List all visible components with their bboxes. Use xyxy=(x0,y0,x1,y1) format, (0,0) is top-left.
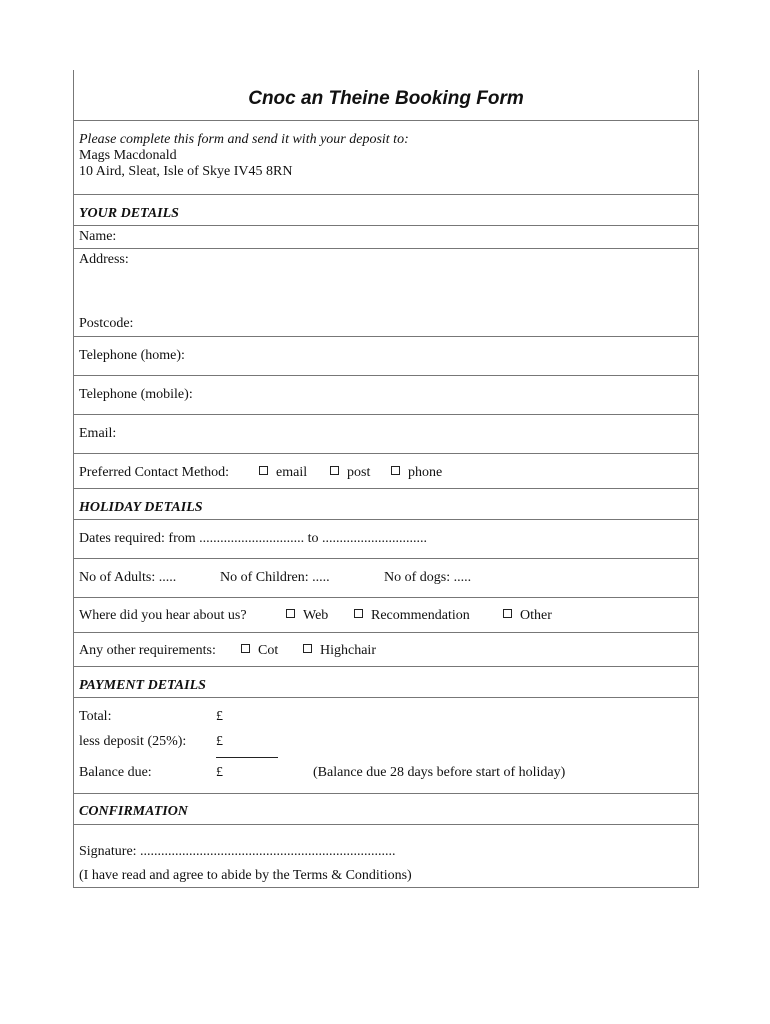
divider xyxy=(74,558,698,559)
intro-instruction: Please complete this form and send it with your deposit to: xyxy=(79,132,409,147)
adults-field[interactable]: No of Adults: ..... xyxy=(79,570,177,585)
name-field[interactable]: Name: xyxy=(79,229,117,244)
contact-option-post[interactable]: post xyxy=(330,465,370,481)
section-heading-holiday-details: HOLIDAY DETAILS xyxy=(79,500,203,515)
checkbox-icon[interactable] xyxy=(354,609,363,618)
hear-about-label: Where did you hear about us? xyxy=(79,608,247,623)
requirement-option-highchair[interactable]: Highchair xyxy=(303,643,376,659)
requirement-option-cot[interactable]: Cot xyxy=(241,643,278,659)
divider xyxy=(74,519,698,520)
total-currency[interactable]: £ xyxy=(216,709,223,724)
deposit-currency[interactable]: £ xyxy=(216,734,223,749)
deposit-label: less deposit (25%): xyxy=(79,734,187,749)
section-heading-confirmation: CONFIRMATION xyxy=(79,804,188,819)
divider xyxy=(74,453,698,454)
checkbox-icon[interactable] xyxy=(330,466,339,475)
preferred-contact-label: Preferred Contact Method: xyxy=(79,465,230,480)
divider xyxy=(74,666,698,667)
telephone-home-field[interactable]: Telephone (home): xyxy=(79,348,185,363)
checkbox-icon[interactable] xyxy=(391,466,400,475)
checkbox-icon[interactable] xyxy=(241,644,250,653)
divider xyxy=(74,632,698,633)
checkbox-icon[interactable] xyxy=(286,609,295,618)
divider xyxy=(74,488,698,489)
dates-required-field[interactable]: Dates required: from .............................. to .............................. xyxy=(79,531,428,546)
divider xyxy=(74,120,698,121)
contact-option-email[interactable]: email xyxy=(259,465,307,481)
postcode-field[interactable]: Postcode: xyxy=(79,316,134,331)
divider xyxy=(74,824,698,825)
divider xyxy=(74,597,698,598)
hear-option-web[interactable]: Web xyxy=(286,608,328,624)
divider xyxy=(74,248,698,249)
section-heading-your-details: YOUR DETAILS xyxy=(79,206,179,221)
divider xyxy=(74,225,698,226)
dogs-field[interactable]: No of dogs: ..... xyxy=(384,570,472,585)
total-label: Total: xyxy=(79,709,112,724)
checkbox-icon[interactable] xyxy=(259,466,268,475)
checkbox-icon[interactable] xyxy=(303,644,312,653)
hear-option-other[interactable]: Other xyxy=(503,608,552,624)
address-field[interactable]: Address: xyxy=(79,252,129,267)
divider xyxy=(74,697,698,698)
divider xyxy=(74,194,698,195)
balance-note: (Balance due 28 days before start of holiday) xyxy=(313,765,566,780)
intro-recipient-name: Mags Macdonald xyxy=(79,148,177,163)
telephone-mobile-field[interactable]: Telephone (mobile): xyxy=(79,387,193,402)
intro-recipient-address: 10 Aird, Sleat, Isle of Skye IV45 8RN xyxy=(79,164,293,179)
balance-currency[interactable]: £ xyxy=(216,765,223,780)
requirements-label: Any other requirements: xyxy=(79,643,216,658)
booking-form xyxy=(73,70,699,888)
terms-agreement: (I have read and agree to abide by the Terms & Conditions) xyxy=(79,868,412,883)
divider xyxy=(74,336,698,337)
subtotal-rule xyxy=(216,757,278,758)
contact-option-phone[interactable]: phone xyxy=(391,465,442,481)
hear-option-recommendation[interactable]: Recommendation xyxy=(354,608,470,624)
email-field[interactable]: Email: xyxy=(79,426,117,441)
children-field[interactable]: No of Children: ..... xyxy=(220,570,330,585)
divider xyxy=(74,375,698,376)
form-title: Cnoc an Theine Booking Form xyxy=(248,88,524,109)
divider xyxy=(74,414,698,415)
signature-field[interactable]: Signature: ......................................................................... xyxy=(79,844,396,859)
section-heading-payment-details: PAYMENT DETAILS xyxy=(79,678,206,693)
checkbox-icon[interactable] xyxy=(503,609,512,618)
divider xyxy=(74,793,698,794)
balance-label: Balance due: xyxy=(79,765,152,780)
